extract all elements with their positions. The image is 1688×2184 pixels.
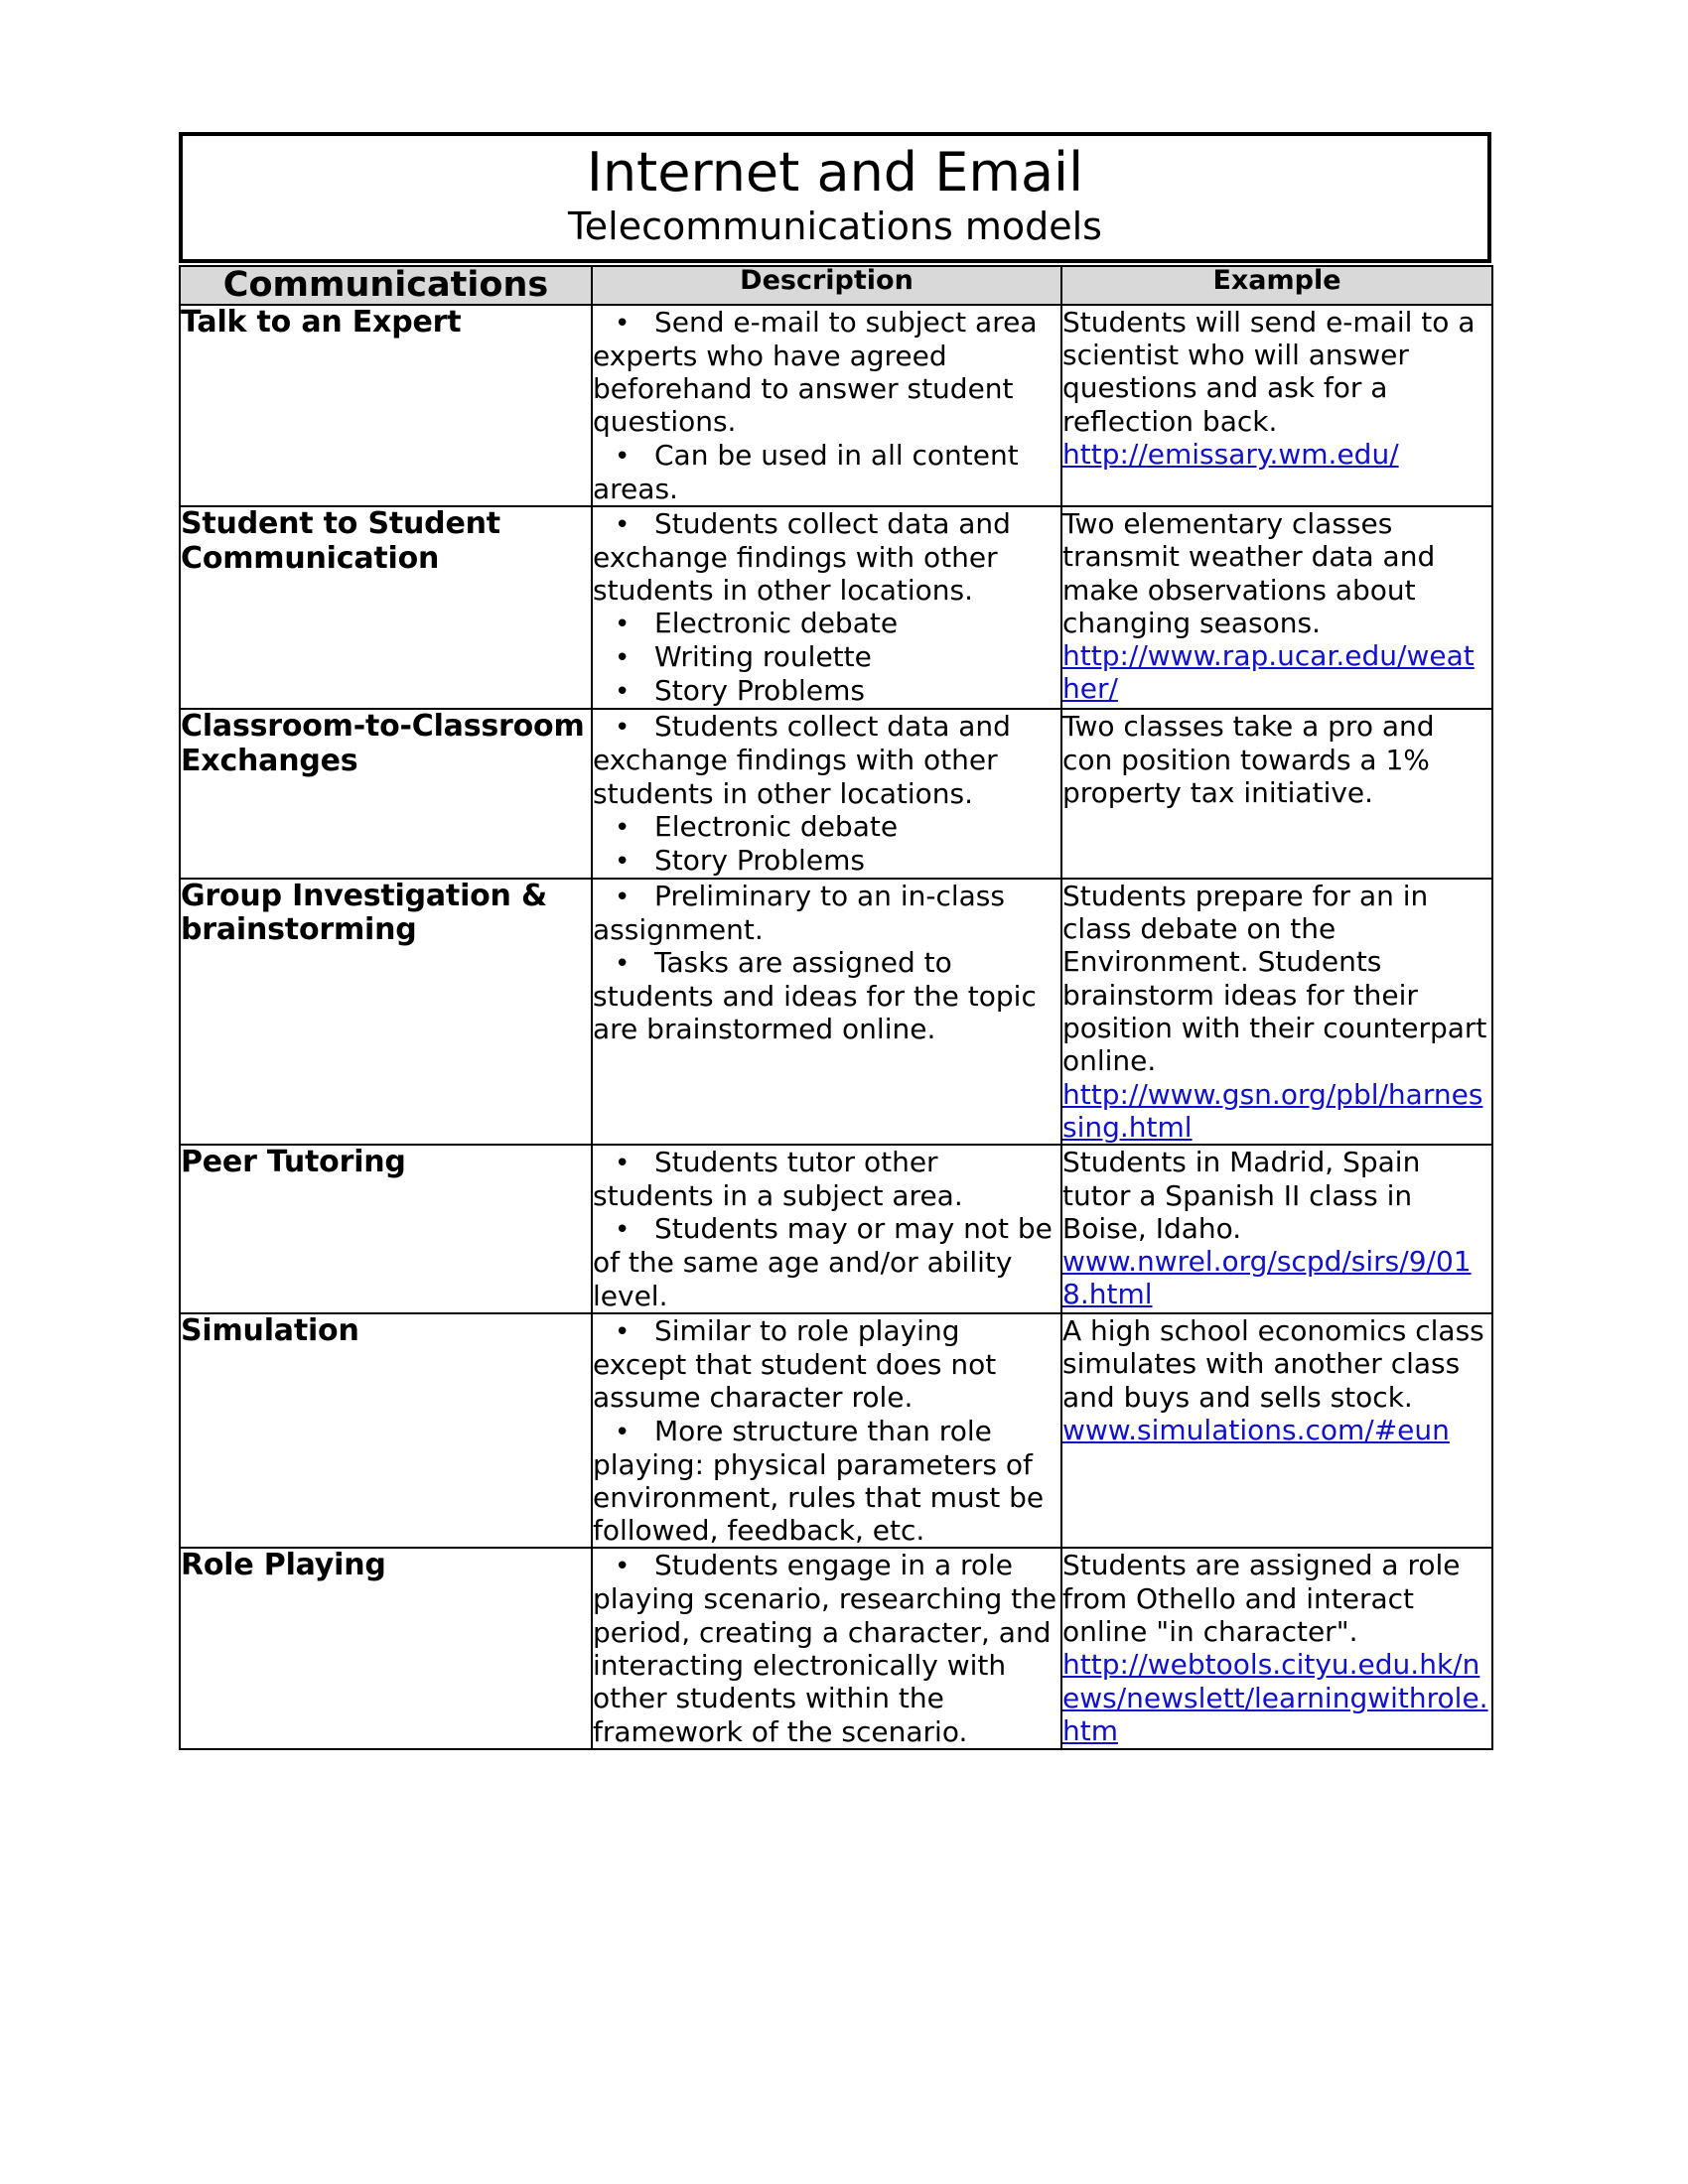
cell-description — [592, 1145, 1061, 1313]
cell-example — [1061, 506, 1492, 709]
title-box — [179, 132, 1491, 263]
bullet-dot-icon: • — [615, 1317, 631, 1347]
example-link[interactable]: www.nwrel.org/scpd/sirs/9/018.html — [1062, 1245, 1472, 1311]
description-bullet-text: Tasks are assigned to students and ideas for the topic are brainstormed online. — [593, 945, 1037, 1046]
cell-example — [1061, 709, 1492, 878]
table-row — [180, 1145, 1492, 1313]
example-link[interactable]: http://www.gsn.org/pbl/harnessing.html — [1062, 1077, 1483, 1144]
cell-communications — [180, 305, 592, 506]
table-row — [180, 506, 1492, 709]
column-header-example — [1061, 266, 1492, 305]
communication-model-name: Group Investigation & brainstorming — [181, 878, 547, 948]
description-bullet-text: Students engage in a role playing scenario, researching the period, creating a character, and interacting electronically with other students within the framework of the scenario. — [593, 1549, 1057, 1748]
description-bullet-text: Electronic debate — [654, 809, 899, 843]
description-bullet-text: Students tutor other students in a subject area. — [593, 1146, 963, 1213]
description-bullet-text: More structure than role playing: physical parameters of environment, rules that must be followed, feedback, etc. — [593, 1414, 1045, 1548]
description-bullet-item — [593, 607, 1060, 640]
description-bullet-item — [593, 946, 1060, 1046]
cell-communications — [180, 1548, 592, 1749]
example-text: Two classes take a pro and con position towards a 1% property tax initiative. — [1062, 710, 1435, 809]
bullet-dot-icon: • — [615, 677, 631, 708]
bullet-dot-icon: • — [615, 1215, 631, 1246]
description-bullet-list — [593, 507, 1060, 708]
page-subtitle: Telecommunications models — [568, 205, 1102, 248]
description-bullet-text: Electronic debate — [654, 607, 899, 640]
description-bullet-text: Students collect data and exchange findings with other students in other locations. — [593, 506, 1011, 608]
cell-communications — [180, 879, 592, 1146]
bullet-dot-icon: • — [615, 713, 631, 744]
description-bullet-text: Story Problems — [654, 843, 865, 877]
cell-description — [592, 305, 1061, 506]
cell-description — [592, 709, 1061, 878]
cell-description — [592, 506, 1061, 709]
cell-description — [592, 879, 1061, 1146]
bullet-dot-icon: • — [615, 1149, 631, 1179]
example-text: Students prepare for an in class debate on the Environment. Students brainstorm ideas for their position with their counterpart online. — [1062, 879, 1487, 1078]
description-bullet-item — [593, 439, 1060, 505]
description-bullet-item — [593, 1549, 1060, 1748]
bullet-dot-icon: • — [615, 610, 631, 640]
cell-communications — [180, 1313, 592, 1548]
description-bullet-text: Writing roulette — [654, 640, 872, 674]
page-title: Internet and Email — [586, 141, 1084, 204]
description-bullet-item — [593, 710, 1060, 810]
example-text: Two elementary classes transmit weather data and make observations about changing seasons. — [1062, 506, 1436, 639]
bullet-dot-icon: • — [615, 948, 631, 979]
table-row — [180, 709, 1492, 878]
description-bullet-item — [593, 1146, 1060, 1212]
example-link[interactable]: http://emissary.wm.edu/ — [1062, 438, 1399, 471]
telecommunications-models-table — [179, 265, 1493, 1750]
communication-model-name: Talk to an Expert — [181, 304, 462, 340]
communication-model-name: Role Playing — [181, 1548, 386, 1583]
table-header-row — [180, 266, 1492, 305]
description-bullet-item — [593, 844, 1060, 878]
bullet-dot-icon: • — [615, 509, 631, 540]
table-row — [180, 1548, 1492, 1749]
communication-model-name: Classroom-to-Classroom Exchanges — [181, 709, 585, 779]
cell-communications — [180, 1145, 592, 1313]
document-sheet — [179, 132, 1491, 1750]
description-bullet-list — [593, 1146, 1060, 1312]
example-link[interactable]: www.simulations.com/#eun — [1062, 1413, 1450, 1446]
communication-model-name: Peer Tutoring — [181, 1145, 406, 1180]
column-header-description — [592, 266, 1061, 305]
example-text: A high school economics class simulates with another class and buys and sells stock. — [1062, 1314, 1484, 1414]
description-bullet-list — [593, 880, 1060, 1046]
description-bullet-text: Students collect data and exchange findings with other students in other locations. — [593, 710, 1011, 810]
table-row — [180, 1313, 1492, 1548]
table-row — [180, 305, 1492, 506]
cell-example — [1061, 879, 1492, 1146]
description-bullet-list — [593, 710, 1060, 877]
communication-model-name: Student to Student Communication — [181, 505, 500, 576]
bullet-dot-icon: • — [615, 308, 631, 339]
description-bullet-item — [593, 306, 1060, 439]
example-link[interactable]: http://www.rap.ucar.edu/weather/ — [1062, 639, 1475, 706]
description-bullet-text: Preliminary to an in-class assignment. — [593, 879, 1005, 946]
bullet-dot-icon: • — [615, 882, 631, 912]
example-text: Students will send e-mail to a scientist who will answer questions and ask for a reflection back. — [1062, 305, 1476, 438]
cell-example — [1061, 1145, 1492, 1313]
cell-example — [1061, 305, 1492, 506]
bullet-dot-icon: • — [615, 846, 631, 877]
description-bullet-text: Can be used in all content areas. — [593, 438, 1019, 505]
cell-communications — [180, 506, 592, 709]
cell-example — [1061, 1548, 1492, 1749]
example-link[interactable]: http://webtools.cityu.edu.hk/news/newslett/learningwithrole.htm — [1062, 1648, 1488, 1747]
description-bullet-text: Similar to role playing except that student does not assume character role. — [593, 1314, 997, 1415]
description-bullet-list — [593, 306, 1060, 505]
description-bullet-text: Story Problems — [654, 674, 865, 708]
description-bullet-list — [593, 1314, 1060, 1547]
bullet-dot-icon: • — [615, 1552, 631, 1582]
description-bullet-text: Send e-mail to subject area experts who have agreed beforehand to answer student questions. — [593, 305, 1038, 439]
cell-description — [592, 1548, 1061, 1749]
description-bullet-item — [593, 507, 1060, 608]
description-bullet-item — [593, 1212, 1060, 1312]
bullet-dot-icon: • — [615, 441, 631, 472]
bullet-dot-icon: • — [615, 643, 631, 674]
description-bullet-item — [593, 810, 1060, 844]
table-body — [180, 305, 1492, 1749]
column-header-communications — [180, 266, 592, 305]
description-bullet-item — [593, 1314, 1060, 1415]
example-text: Students are assigned a role from Othello and interact online "in character". — [1062, 1549, 1461, 1649]
description-bullet-item — [593, 674, 1060, 708]
description-bullet-item — [593, 640, 1060, 674]
communication-model-name: Simulation — [181, 1313, 359, 1348]
cell-description — [592, 1313, 1061, 1548]
table-row — [180, 879, 1492, 1146]
bullet-dot-icon: • — [615, 812, 631, 843]
example-text: Students in Madrid, Spain tutor a Spanish II class in Boise, Idaho. — [1062, 1146, 1421, 1245]
description-bullet-text: Students may or may not be of the same age and/or ability level. — [593, 1212, 1053, 1312]
description-bullet-item — [593, 1415, 1060, 1548]
column-header-communications-label: Communications — [222, 265, 549, 305]
description-bullet-item — [593, 880, 1060, 946]
column-header-example-label: Example — [1212, 265, 1341, 296]
cell-communications — [180, 709, 592, 878]
bullet-dot-icon: • — [615, 1417, 631, 1447]
description-bullet-list — [593, 1549, 1060, 1748]
table-header — [180, 266, 1492, 305]
cell-example — [1061, 1313, 1492, 1548]
column-header-description-label: Description — [740, 265, 914, 296]
